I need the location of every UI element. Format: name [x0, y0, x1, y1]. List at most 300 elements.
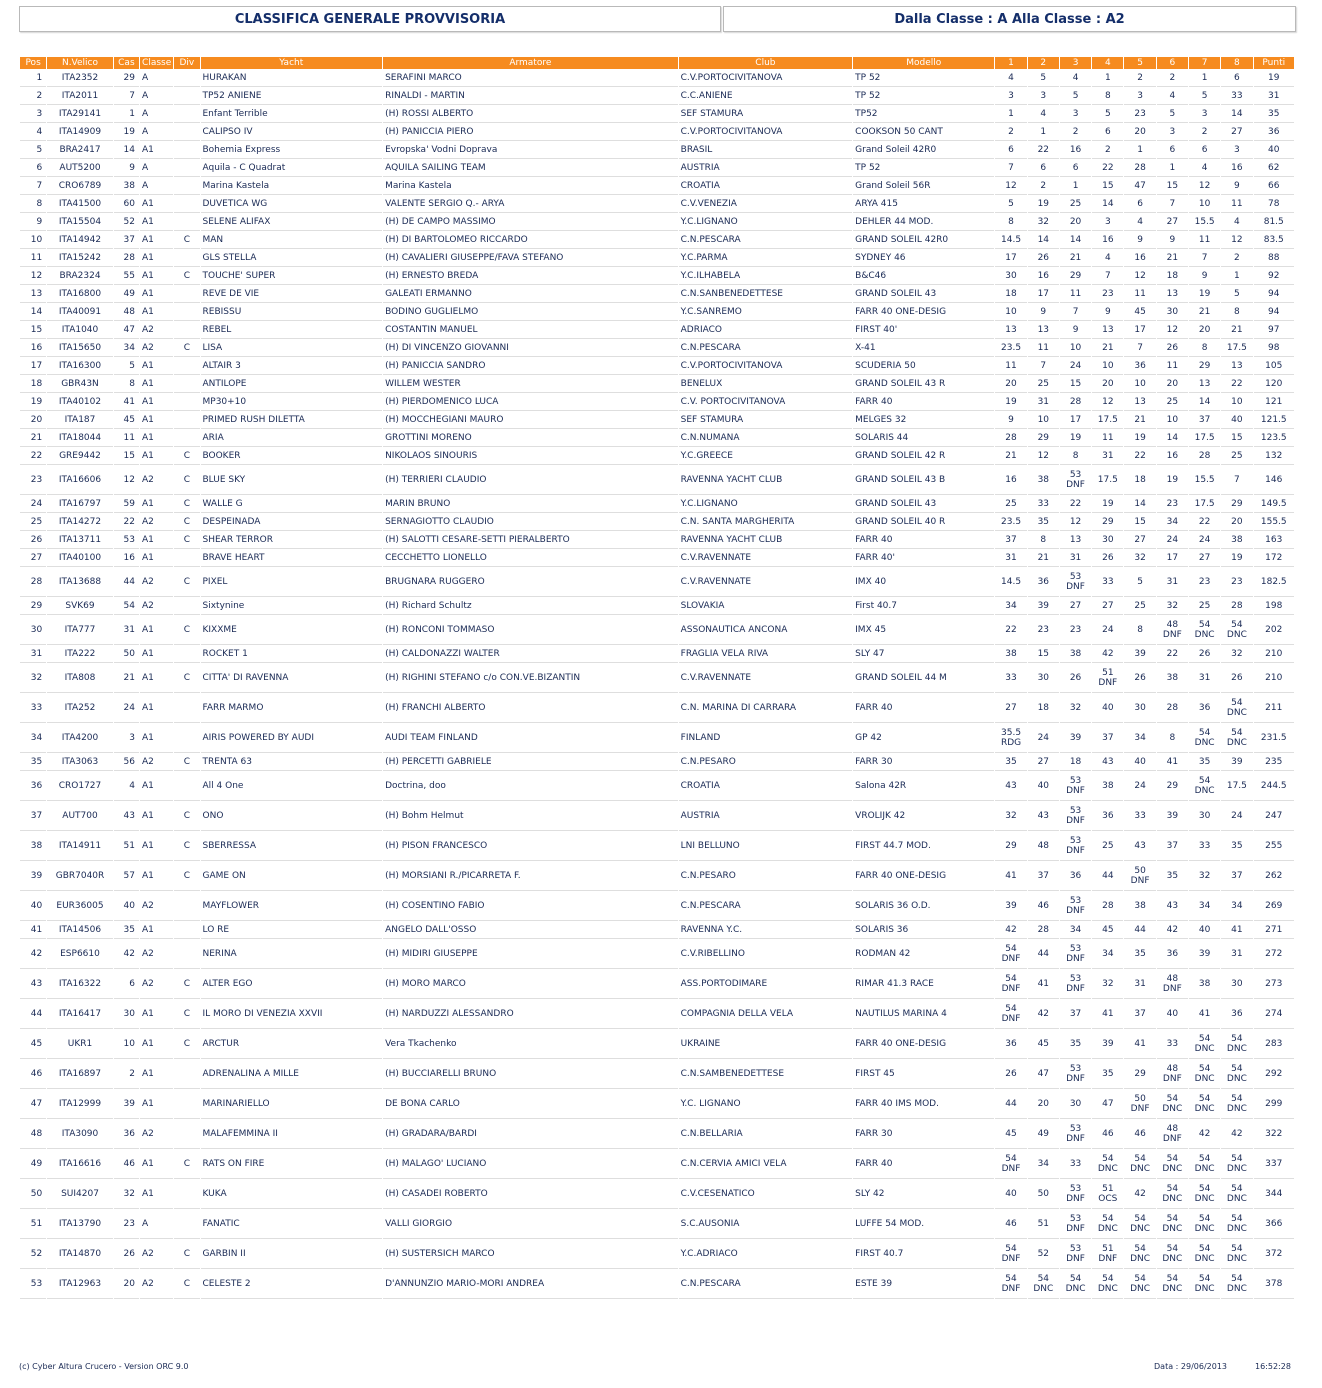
club-cell: ASSONAUTICA ANCONA: [679, 615, 853, 645]
race-score-cell: [1124, 87, 1155, 105]
owner-cell: (H) TERRIERI CLAUDIO: [383, 465, 678, 495]
race-score-value: 26: [1134, 672, 1146, 683]
points-cell: 273: [1254, 969, 1294, 999]
race-score-value: 35: [1231, 840, 1243, 851]
race-score-value: 35: [1037, 516, 1050, 527]
race-score-cell: [1221, 831, 1252, 861]
model-cell: SOLARIS 36 O.D.: [853, 891, 994, 921]
yacht-name-cell: ALTAIR 3: [201, 357, 383, 375]
penalty-code: DNF: [1066, 1223, 1085, 1234]
race-score-value: 21: [1005, 450, 1017, 461]
yacht-name-cell: ALTER EGO: [201, 969, 383, 999]
race-score-value: 30: [1069, 1098, 1082, 1109]
points-cell: 97: [1254, 321, 1294, 339]
race-score-cell: [1060, 1029, 1091, 1059]
model-cell: SLY 42: [853, 1179, 994, 1209]
cas-cell: 29: [114, 69, 139, 87]
race-score-cell: [1060, 1149, 1091, 1179]
class-cell: A2: [140, 939, 173, 969]
race-score-cell: [1189, 285, 1220, 303]
race-score-cell: [1124, 447, 1155, 465]
race-score-value: 37: [1198, 414, 1211, 425]
race-score-cell: [1221, 939, 1252, 969]
owner-cell: COSTANTIN MANUEL: [383, 321, 678, 339]
race-score-value: 23: [1231, 576, 1243, 587]
race-score-value: 38: [1231, 534, 1243, 545]
race-score-value: 23: [1166, 498, 1179, 509]
yacht-name-cell: MALAFEMMINA II: [201, 1119, 383, 1149]
race-score-value: 25: [1005, 498, 1017, 509]
division-cell: C: [174, 801, 199, 831]
sail-number-cell: ITA13790: [47, 1209, 113, 1239]
race-score-value: 54: [1231, 697, 1243, 708]
position-cell: 1: [20, 69, 46, 87]
race-score-cell: [1189, 921, 1220, 939]
yacht-name-cell: ARCTUR: [201, 1029, 383, 1059]
race-score-value: 27: [1166, 216, 1179, 227]
race-score-cell: [1092, 141, 1123, 159]
race-score-value: 6: [1072, 162, 1079, 173]
sail-number-cell: ITA13688: [47, 567, 113, 597]
race-score-value: 1: [1104, 72, 1111, 83]
points-cell: 19: [1254, 69, 1294, 87]
table-row: [20, 339, 1294, 357]
race-score-value: 35: [1166, 870, 1179, 881]
yacht-name-cell: DUVETICA WG: [201, 195, 383, 213]
race-score-value: 18: [1069, 756, 1082, 767]
race-score-cell: [1157, 1119, 1188, 1149]
penalty-code: DNC: [1194, 1163, 1215, 1174]
sail-number-cell: BRA2324: [47, 267, 113, 285]
division-cell: C: [174, 531, 199, 549]
race-score-cell: [995, 693, 1026, 723]
race-score-value: 54: [1231, 1033, 1243, 1044]
race-score-value: 54: [1198, 775, 1211, 786]
model-cell: GRAND SOLEIL 43: [853, 285, 994, 303]
owner-cell: (H) PERCETTI GABRIELE: [383, 753, 678, 771]
race-score-value: 26: [1069, 672, 1082, 683]
race-score-cell: [1092, 123, 1123, 141]
race-score-cell: [995, 663, 1026, 693]
owner-cell: BRUGNARA RUGGERO: [383, 567, 678, 597]
race-score-value: 38: [1166, 672, 1179, 683]
race-score-cell: [1221, 87, 1252, 105]
race-score-cell: [1092, 1059, 1123, 1089]
race-score-value: 6: [1169, 144, 1176, 155]
owner-cell: (H) SALOTTI CESARE-SETTI PIERALBERTO: [383, 531, 678, 549]
sail-number-cell: CRO6789: [47, 177, 113, 195]
model-cell: FARR 40: [853, 693, 994, 723]
race-score-value: 42: [1134, 1188, 1146, 1199]
race-score-cell: [1157, 645, 1188, 663]
race-score-value: 7: [1201, 252, 1208, 263]
model-cell: B&C46: [853, 267, 994, 285]
race-score-value: 53: [1069, 469, 1082, 480]
report-title: [19, 6, 721, 32]
model-cell: TP 52: [853, 69, 994, 87]
race-score-cell: [1124, 375, 1155, 393]
race-score-value: 54: [1198, 1273, 1211, 1284]
race-score-value: 23: [1198, 576, 1211, 587]
race-score-value: 17.5: [1194, 498, 1215, 509]
division-cell: [174, 411, 199, 429]
race-score-cell: [1092, 267, 1123, 285]
model-cell: DEHLER 44 MOD.: [853, 213, 994, 231]
table-row: [20, 615, 1294, 645]
race-score-cell: [1221, 339, 1252, 357]
race-score-value: 10: [1166, 414, 1179, 425]
race-score-value: 35: [1198, 756, 1211, 767]
class-range: [723, 6, 1296, 32]
cas-cell: 34: [114, 339, 139, 357]
penalty-code: DNF: [1066, 953, 1085, 964]
penalty-code: DNC: [1194, 1193, 1215, 1204]
race-score-cell: [1028, 393, 1059, 411]
division-cell: C: [174, 567, 199, 597]
yacht-name-cell: FARR MARMO: [201, 693, 383, 723]
race-score-value: 17.5: [1097, 474, 1118, 485]
cas-cell: 3: [114, 723, 139, 753]
race-score-value: 3: [1137, 90, 1143, 101]
table-row: [20, 267, 1294, 285]
owner-cell: Marina Kastela: [383, 177, 678, 195]
club-cell: BRASIL: [679, 141, 853, 159]
cas-cell: 12: [114, 465, 139, 495]
race-score-value: 34: [1134, 732, 1146, 743]
race-score-cell: [995, 231, 1026, 249]
division-cell: C: [174, 339, 199, 357]
division-cell: C: [174, 861, 199, 891]
race-score-value: 3: [1008, 90, 1014, 101]
cas-cell: 40: [114, 891, 139, 921]
race-score-value: 12: [1037, 450, 1050, 461]
owner-cell: (H) MOCCHEGIANI MAURO: [383, 411, 678, 429]
points-cell: 94: [1254, 285, 1294, 303]
yacht-name-cell: TOUCHE' SUPER: [201, 267, 383, 285]
race-score-cell: [1060, 1059, 1091, 1089]
race-score-cell: [1028, 267, 1059, 285]
race-score-value: 54: [1166, 1213, 1179, 1224]
race-score-cell: [995, 567, 1026, 597]
race-score-cell: [1060, 141, 1091, 159]
owner-cell: BODINO GUGLIELMO: [383, 303, 678, 321]
table-body: [20, 69, 1294, 1299]
penalty-code: DNF: [1066, 1133, 1085, 1144]
race-score-value: 23.5: [1001, 516, 1022, 527]
position-cell: 40: [20, 891, 46, 921]
race-score-value: 1: [1072, 180, 1079, 191]
race-score-value: 48: [1166, 1123, 1179, 1134]
race-score-value: 9: [1008, 414, 1014, 425]
race-score-value: 24: [1198, 534, 1211, 545]
table-row: [20, 921, 1294, 939]
race-score-value: 38: [1069, 648, 1082, 659]
model-cell: FIRST 40.7: [853, 1239, 994, 1269]
race-score-value: 39: [1102, 1038, 1114, 1049]
race-score-value: 25: [1102, 840, 1114, 851]
class-cell: A1: [140, 1029, 173, 1059]
penalty-code: DNC: [1130, 1283, 1151, 1294]
owner-cell: (H) DI VINCENZO GIOVANNI: [383, 339, 678, 357]
race-score-cell: [1092, 921, 1123, 939]
race-score-value: 4: [1234, 216, 1240, 227]
race-score-cell: [1157, 771, 1188, 801]
model-cell: SOLARIS 44: [853, 429, 994, 447]
race-score-cell: [1221, 447, 1252, 465]
division-cell: [174, 69, 199, 87]
race-score-cell: [1092, 465, 1123, 495]
race-score-value: 29: [1102, 516, 1114, 527]
race-score-value: 11: [1198, 234, 1211, 245]
race-score-value: 45: [1037, 1038, 1050, 1049]
race-score-cell: [1157, 357, 1188, 375]
model-cell: FARR 40 ONE-DESIG: [853, 861, 994, 891]
race-score-cell: [1189, 1089, 1220, 1119]
column-header: Classe: [140, 57, 173, 69]
yacht-name-cell: KUKA: [201, 1179, 383, 1209]
penalty-code: DNC: [1226, 1283, 1247, 1294]
penalty-code: DNF: [1066, 785, 1085, 796]
race-score-value: 25: [1198, 600, 1211, 611]
penalty-code: DNC: [1194, 785, 1215, 796]
race-score-cell: [1189, 1119, 1220, 1149]
race-score-value: 41: [1231, 924, 1243, 935]
race-score-cell: [1124, 1029, 1155, 1059]
cas-cell: 54: [114, 597, 139, 615]
race-score-value: 19: [1069, 432, 1082, 443]
table-row: [20, 411, 1294, 429]
race-score-cell: [1124, 513, 1155, 531]
table-row: [20, 177, 1294, 195]
race-score-cell: [1060, 159, 1091, 177]
race-score-value: 19: [1166, 474, 1179, 485]
class-cell: A2: [140, 465, 173, 495]
race-score-cell: [1060, 663, 1091, 693]
race-score-cell: [1028, 771, 1059, 801]
race-score-value: 54: [1134, 1273, 1146, 1284]
race-score-value: 2: [1201, 126, 1208, 137]
race-score-cell: [995, 357, 1026, 375]
position-cell: 38: [20, 831, 46, 861]
race-score-value: 20: [1134, 126, 1146, 137]
points-cell: 121: [1254, 393, 1294, 411]
race-score-cell: [1092, 1089, 1123, 1119]
race-score-value: 31: [1069, 552, 1082, 563]
race-score-value: 46: [1037, 900, 1050, 911]
race-score-value: 46: [1005, 1218, 1017, 1229]
owner-cell: Evropska' Vodni Doprava: [383, 141, 678, 159]
race-score-cell: [995, 123, 1026, 141]
race-score-value: 54: [1231, 619, 1243, 630]
model-cell: GRAND SOLEIL 42R0: [853, 231, 994, 249]
model-cell: GRAND SOLEIL 43: [853, 495, 994, 513]
race-score-value: 54: [1231, 1153, 1243, 1164]
sail-number-cell: ITA14909: [47, 123, 113, 141]
club-cell: C.V.RIBELLINO: [679, 939, 853, 969]
race-score-value: 27: [1134, 534, 1146, 545]
penalty-code: DNF: [1066, 905, 1085, 916]
race-score-cell: [1157, 891, 1188, 921]
sail-number-cell: ITA808: [47, 663, 113, 693]
race-score-value: 13: [1102, 324, 1114, 335]
race-score-cell: [1092, 231, 1123, 249]
race-score-cell: [1124, 921, 1155, 939]
race-score-value: 30: [1102, 534, 1114, 545]
class-cell: A1: [140, 495, 173, 513]
sail-number-cell: ITA187: [47, 411, 113, 429]
class-cell: A: [140, 177, 173, 195]
race-score-cell: [1157, 969, 1188, 999]
race-score-value: 7: [1169, 198, 1176, 209]
race-score-cell: [1060, 1239, 1091, 1269]
race-score-cell: [1221, 1089, 1252, 1119]
race-score-cell: [1028, 861, 1059, 891]
position-cell: 25: [20, 513, 46, 531]
race-score-value: 22: [1134, 450, 1146, 461]
yacht-name-cell: BRAVE HEART: [201, 549, 383, 567]
position-cell: 50: [20, 1179, 46, 1209]
division-cell: [174, 939, 199, 969]
race-score-value: 23.5: [1001, 342, 1022, 353]
club-cell: UKRAINE: [679, 1029, 853, 1059]
race-score-value: 13: [1166, 288, 1179, 299]
race-score-cell: [1221, 357, 1252, 375]
race-score-cell: [1157, 999, 1188, 1029]
race-score-value: 54: [1231, 1183, 1243, 1194]
race-score-value: 54: [1198, 727, 1211, 738]
division-cell: C: [174, 615, 199, 645]
race-score-value: 44: [1037, 948, 1050, 959]
race-score-value: 19: [1231, 552, 1243, 563]
race-score-value: 21: [1231, 324, 1243, 335]
owner-cell: GROTTINI MORENO: [383, 429, 678, 447]
division-cell: [174, 141, 199, 159]
position-cell: 9: [20, 213, 46, 231]
sail-number-cell: ITA16417: [47, 999, 113, 1029]
race-score-cell: [1189, 753, 1220, 771]
race-score-value: 28: [1037, 924, 1050, 935]
race-score-value: 6: [1104, 126, 1111, 137]
race-score-value: 5: [1104, 108, 1111, 119]
race-score-cell: [1189, 231, 1220, 249]
cas-cell: 15: [114, 447, 139, 465]
race-score-value: 21: [1134, 414, 1146, 425]
race-score-value: 16: [1231, 162, 1243, 173]
cas-cell: 24: [114, 693, 139, 723]
race-score-value: 30: [1037, 672, 1050, 683]
race-score-cell: [1060, 447, 1091, 465]
table-row: [20, 969, 1294, 999]
table-row: [20, 663, 1294, 693]
owner-cell: (H) PIERDOMENICO LUCA: [383, 393, 678, 411]
points-cell: 94: [1254, 303, 1294, 321]
model-cell: TP52: [853, 105, 994, 123]
race-score-value: 9: [1072, 324, 1079, 335]
column-header: 1: [995, 57, 1026, 69]
club-cell: C.N.PESARO: [679, 861, 853, 891]
race-score-cell: [1221, 663, 1252, 693]
race-score-value: 48: [1166, 619, 1179, 630]
race-score-value: 20: [1037, 1098, 1050, 1109]
points-cell: 272: [1254, 939, 1294, 969]
club-cell: FRAGLIA VELA RIVA: [679, 645, 853, 663]
cas-cell: 38: [114, 177, 139, 195]
penalty-code: DNC: [1097, 1163, 1118, 1174]
race-score-value: 42: [1102, 648, 1114, 659]
position-cell: 13: [20, 285, 46, 303]
race-score-cell: [1189, 141, 1220, 159]
race-score-cell: [1092, 693, 1123, 723]
yacht-name-cell: KIXXME: [201, 615, 383, 645]
race-score-cell: [1189, 267, 1220, 285]
race-score-cell: [1221, 1209, 1252, 1239]
race-score-value: 54: [1069, 1273, 1082, 1284]
race-score-value: 44: [1005, 1098, 1017, 1109]
points-cell: 66: [1254, 177, 1294, 195]
club-cell: AUSTRIA: [679, 159, 853, 177]
race-score-value: 53: [1069, 835, 1082, 846]
race-score-value: 54: [1166, 1183, 1179, 1194]
race-score-cell: [1060, 939, 1091, 969]
race-score-cell: [1221, 567, 1252, 597]
race-score-value: 24: [1134, 780, 1146, 791]
race-score-cell: [1189, 615, 1220, 645]
race-score-value: 29: [1231, 498, 1243, 509]
race-score-value: 3: [1104, 216, 1111, 227]
sail-number-cell: ITA16616: [47, 1149, 113, 1179]
sail-number-cell: ITA14870: [47, 1239, 113, 1269]
division-cell: [174, 123, 199, 141]
race-score-value: 36: [1134, 360, 1146, 371]
race-score-value: 13: [1231, 360, 1243, 371]
race-score-cell: [1092, 195, 1123, 213]
owner-cell: GALEATI ERMANNO: [383, 285, 678, 303]
model-cell: TP 52: [853, 159, 994, 177]
owner-cell: (H) CASADEI ROBERTO: [383, 1179, 678, 1209]
table-row: [20, 375, 1294, 393]
race-score-value: 53: [1069, 1063, 1082, 1074]
cas-cell: 19: [114, 123, 139, 141]
race-score-cell: [1189, 303, 1220, 321]
model-cell: FARR 40 ONE-DESIG: [853, 303, 994, 321]
race-score-cell: [1157, 339, 1188, 357]
class-cell: A2: [140, 513, 173, 531]
race-score-cell: [1028, 549, 1059, 567]
position-cell: 30: [20, 615, 46, 645]
column-header: 7: [1189, 57, 1220, 69]
race-score-value: 30: [1134, 702, 1146, 713]
race-score-value: 24: [1231, 810, 1243, 821]
race-score-cell: [1189, 411, 1220, 429]
race-score-cell: [1060, 861, 1091, 891]
class-cell: A2: [140, 567, 173, 597]
race-score-value: 46: [1102, 1128, 1114, 1139]
class-cell: A1: [140, 693, 173, 723]
table-row: [20, 465, 1294, 495]
race-score-value: 22: [1231, 378, 1243, 389]
race-score-cell: [1028, 159, 1059, 177]
race-score-cell: [1157, 231, 1188, 249]
race-score-value: 29: [1037, 432, 1050, 443]
race-score-value: 53: [1069, 1123, 1082, 1134]
class-cell: A1: [140, 723, 173, 753]
cas-cell: 43: [114, 801, 139, 831]
race-score-cell: [1092, 411, 1123, 429]
club-cell: C.C.ANIENE: [679, 87, 853, 105]
yacht-name-cell: BLUE SKY: [201, 465, 383, 495]
class-cell: A1: [140, 195, 173, 213]
race-score-cell: [1092, 939, 1123, 969]
